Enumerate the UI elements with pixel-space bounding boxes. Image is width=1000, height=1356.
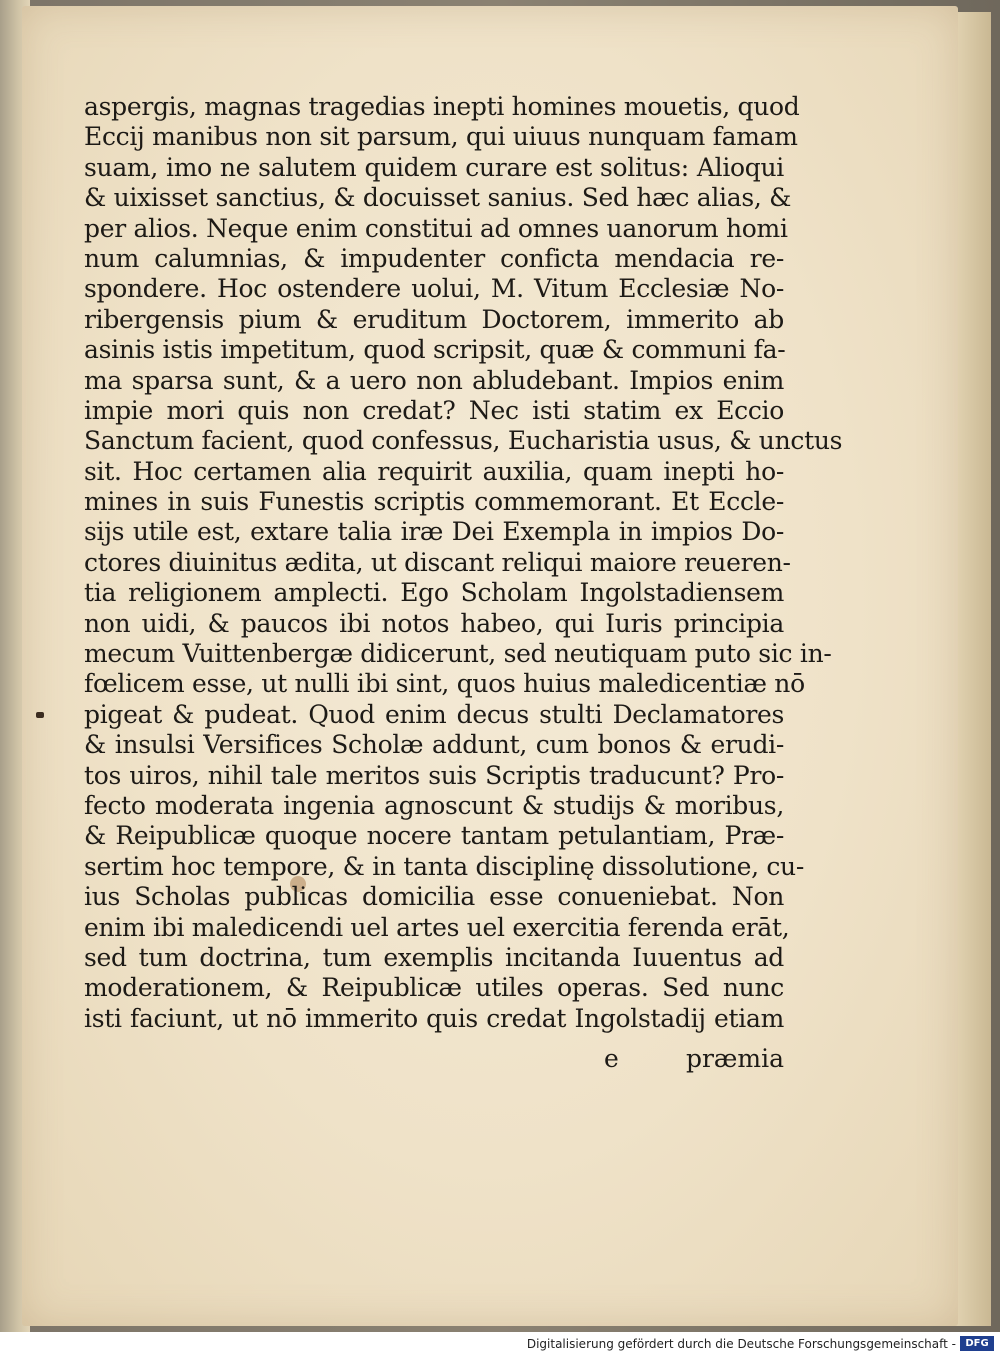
text-line: isti faciunt, ut nō immerito quis credat Ingolstadij etiam xyxy=(84,1003,784,1033)
text-line: Sanctum facient, quod confessus, Eucharistia usus, & unctus xyxy=(84,426,843,456)
text-line: ctores diuinitus ædita, ut discant reliqui maiore reueren- xyxy=(84,547,791,577)
text-line: num calumnias, & impudenter conficta mendacia re- xyxy=(84,243,784,273)
text-line: ribergensis pium & eruditum Doctorem, immerito ab xyxy=(84,304,784,334)
page-text-block xyxy=(84,92,843,1034)
text-line: per alios. Neque enim constitui ad omnes uanorum homi xyxy=(84,213,788,243)
text-line: sertim hoc tempore, & in tanta disciplinę dissolutione, cu- xyxy=(84,851,805,881)
footer-bar xyxy=(0,1332,1000,1356)
text-line: mines in suis Funestis scriptis commemorant. Et Eccle- xyxy=(84,487,784,517)
text-line: & uixisset sanctius, & docuisset sanius. Sed hæc alias, & xyxy=(84,183,792,213)
signature-mark: e xyxy=(604,1044,619,1073)
text-line: sit. Hoc certamen alia requirit auxilia, quam inepti ho- xyxy=(84,456,784,486)
text-line: fecto moderata ingenia agnoscunt & studijs & moribus, xyxy=(84,790,784,820)
text-line: sijs utile est, extare talia iræ Dei Exempla in impios Do- xyxy=(84,517,784,547)
text-line: suam, imo ne salutem quidem curare est solitus: Alioqui xyxy=(84,152,784,182)
margin-ink-mark xyxy=(36,712,44,718)
text-line: impie mori quis non credat? Nec isti statim ex Eccio xyxy=(84,395,784,425)
text-line: non uidi, & paucos ibi notos habeo, qui Iuris principia xyxy=(84,608,784,638)
text-line: mecum Vuittenbergæ didicerunt, sed neutiquam puto sic in- xyxy=(84,639,832,669)
text-line: spondere. Hoc ostendere uolui, M. Vitum Ecclesiæ No- xyxy=(84,274,784,304)
text-line: aspergis, magnas tragedias inepti homines mouetis, quod xyxy=(84,92,800,121)
text-line: & insulsi Versifices Scholæ addunt, cum bonos & erudi- xyxy=(84,730,784,760)
text-line: asinis istis impetitum, quod scripsit, quæ & communi fa- xyxy=(84,335,786,365)
text-line: tos uiros, nihil tale meritos suis Scriptis traducunt? Pro- xyxy=(84,760,784,790)
page-catch-line xyxy=(84,1044,784,1076)
footer-credit: Digitalisierung gefördert durch die Deutsche Forschungsgemeinschaft - xyxy=(526,1337,956,1351)
text-line: ma sparsa sunt, & a uero non abludebant. Impios enim xyxy=(84,365,784,395)
text-line: enim ibi maledicendi uel artes uel exercitia ferenda erāt, xyxy=(84,912,790,942)
text-line: fœlicem esse, ut nulli ibi sint, quos huius maledicentiæ nō xyxy=(84,669,805,699)
text-line: & Reipublicæ quoque nocere tantam petulantiam, Præ- xyxy=(84,821,784,851)
catchword: præmia xyxy=(685,1044,784,1073)
text-line: tia religionem amplecti. Ego Scholam Ingolstadiensem xyxy=(84,578,784,608)
dfg-logo-icon: DFG xyxy=(960,1336,994,1351)
text-line: sed tum doctrina, tum exemplis incitanda Iuuentus ad xyxy=(84,942,784,972)
text-line: moderationem, & Reipublicæ utiles operas. Sed nunc xyxy=(84,973,784,1003)
text-line: Eccij manibus non sit parsum, qui uiuus nunquam famam xyxy=(84,122,798,152)
text-line: ius Scholas publicas domicilia esse conueniebat. Non xyxy=(84,882,784,912)
text-line: pigeat & pudeat. Quod enim decus stulti Declamatores xyxy=(84,699,784,729)
